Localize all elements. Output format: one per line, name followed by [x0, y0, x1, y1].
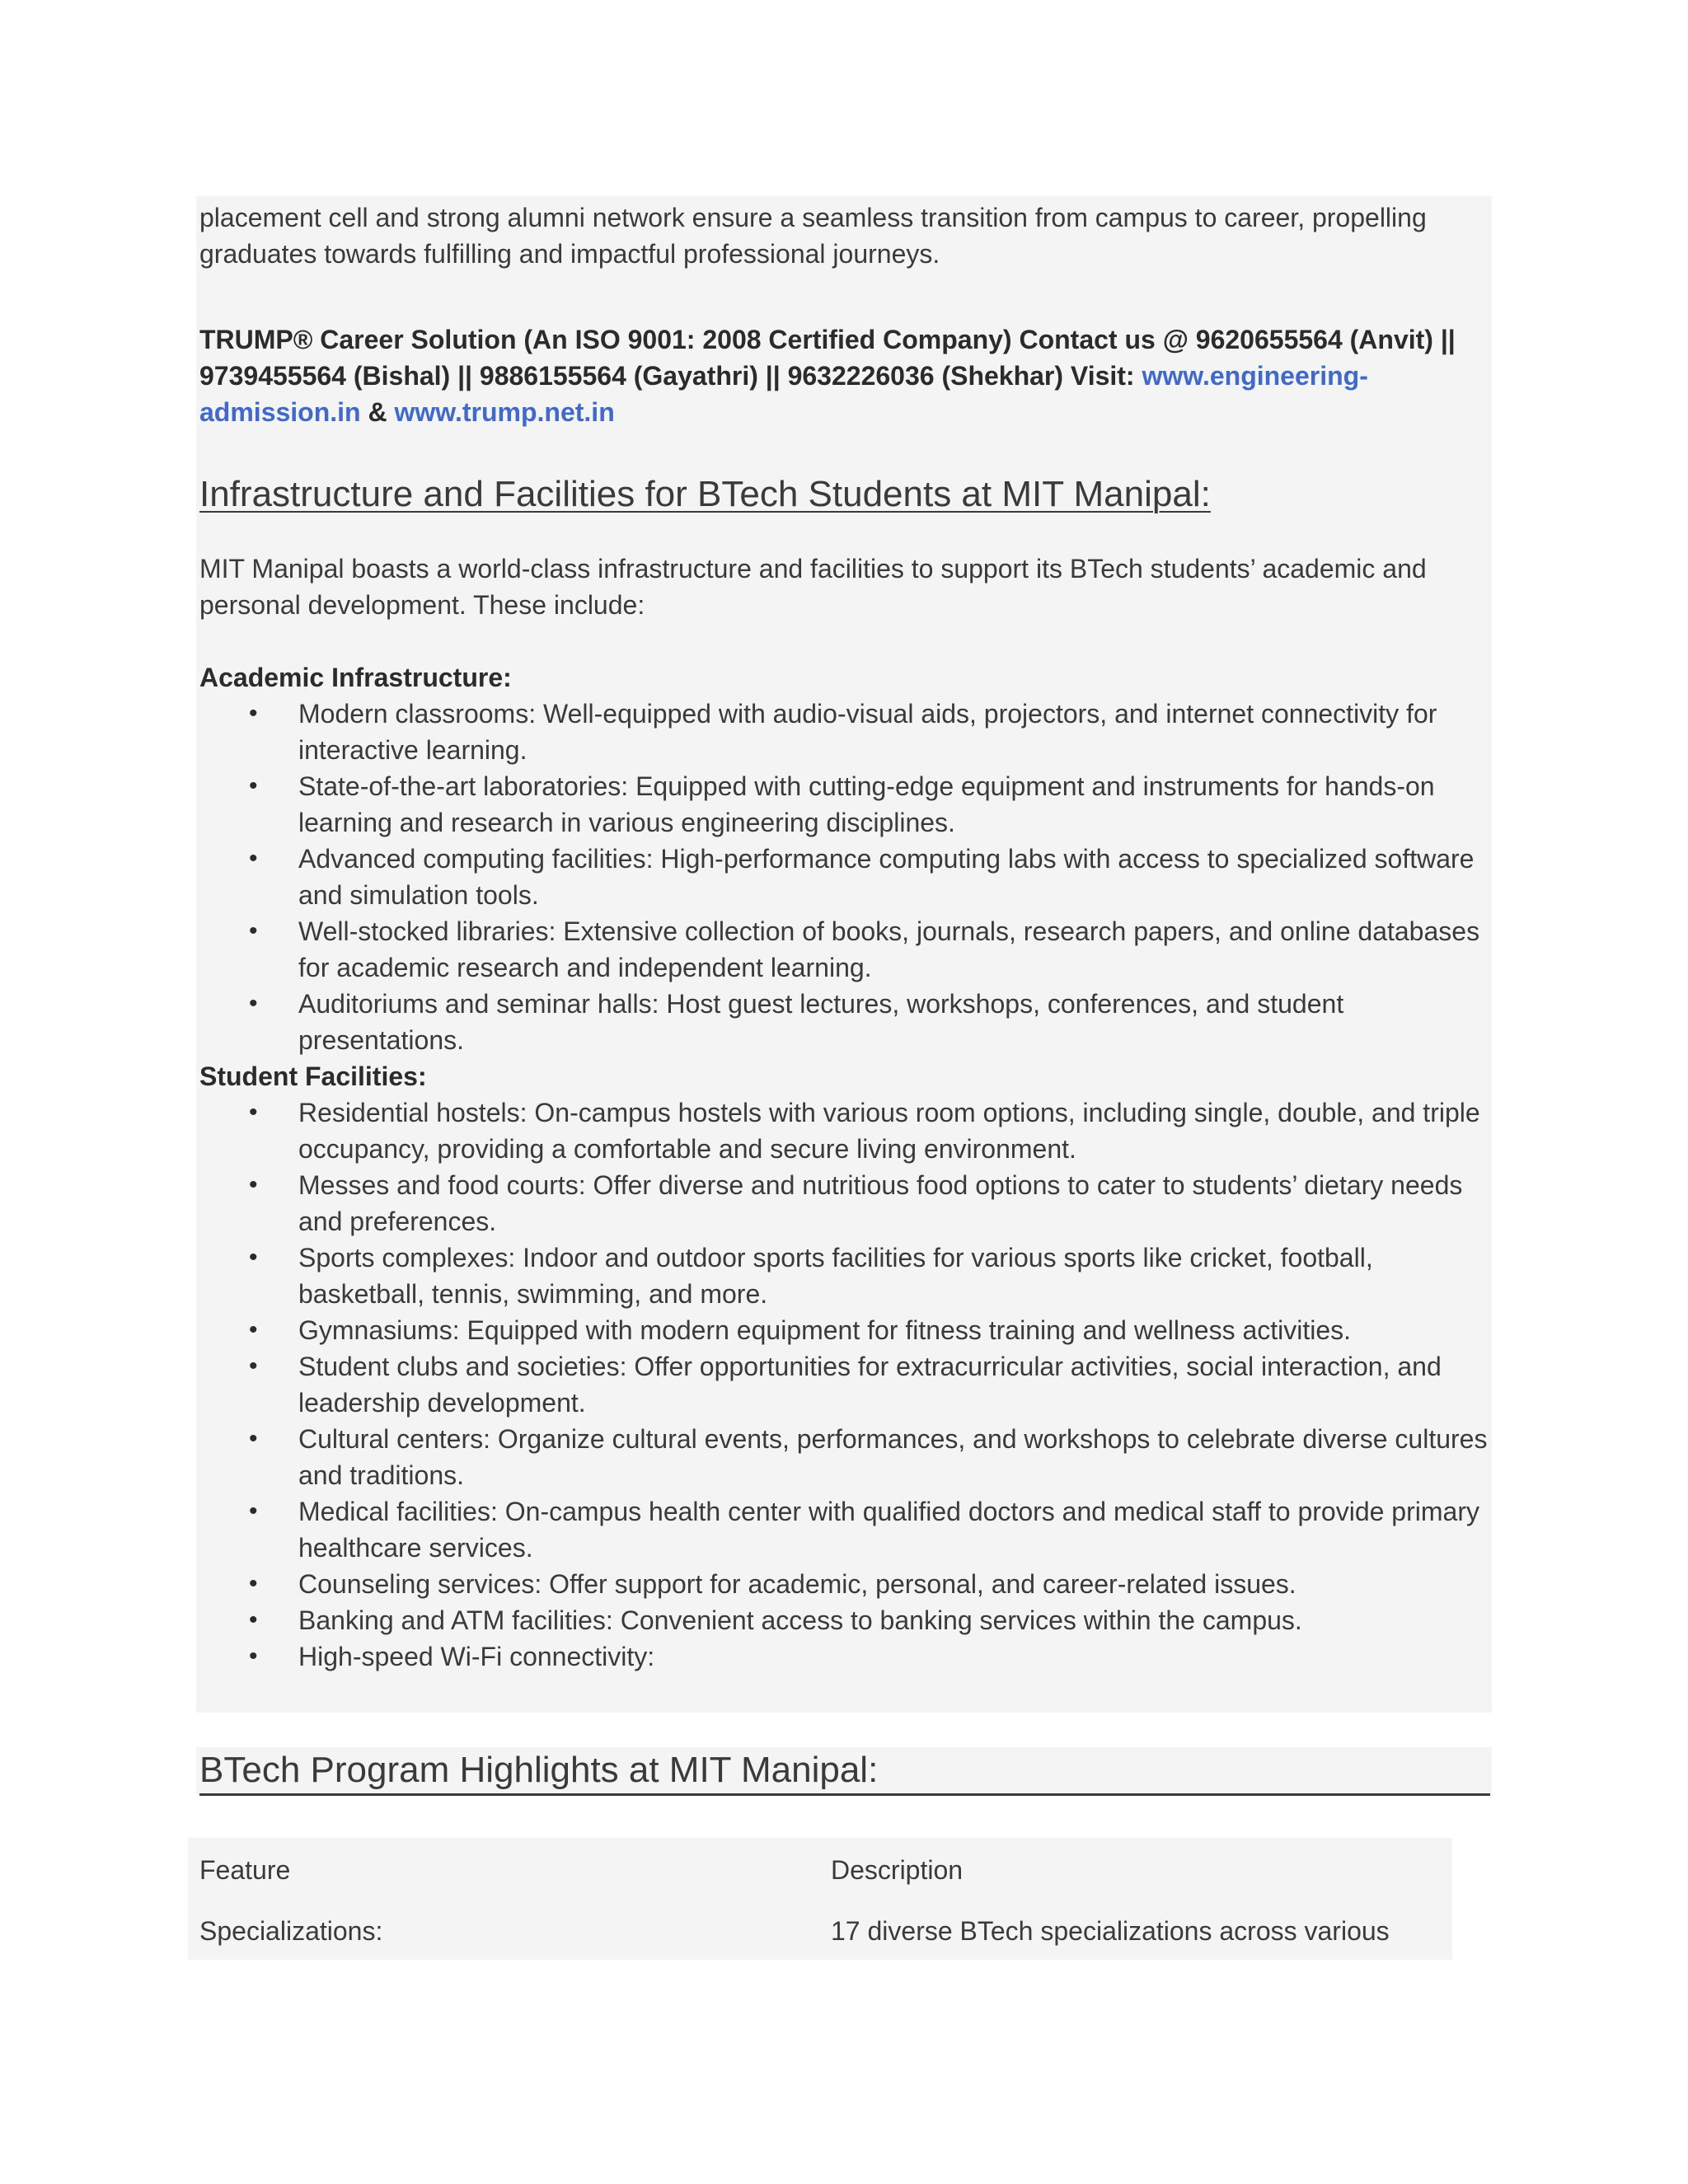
- list-item: • Modern classrooms: Well-equipped with audio-visual aids, projectors, and internet connectivity for interactive learning.: [199, 696, 1490, 768]
- list-item: • State-of-the-art laboratories: Equipped with cutting-edge equipment and instruments for hands-on learning and research in various engineering disciplines.: [199, 768, 1490, 841]
- table-cell: Specializations:: [199, 1915, 383, 1946]
- table-cell: 17 diverse BTech specializations across various: [831, 1915, 1390, 1946]
- list-item: • Banking and ATM facilities: Convenient access to banking services within the campus.: [199, 1602, 1490, 1638]
- trump-link[interactable]: www.trump.net.in: [394, 397, 615, 427]
- academic-infrastructure-list: [199, 696, 1490, 1058]
- content-area: [199, 199, 1490, 1675]
- table-header-cell: Description: [831, 1854, 964, 1885]
- ampersand: &: [360, 397, 395, 427]
- table-header-cell: Feature: [199, 1854, 291, 1885]
- list-item: • Well-stocked libraries: Extensive collection of books, journals, research papers, and online databases for academic research and independent learning.: [199, 913, 1490, 986]
- list-item: • Advanced computing facilities: High-performance computing labs with access to specialized software and simulation tools.: [199, 841, 1490, 913]
- list-item: • Gymnasiums: Equipped with modern equipment for fitness training and wellness activities.: [199, 1312, 1490, 1348]
- table-header-row: [199, 1840, 1444, 1900]
- list-item: • Sports complexes: Indoor and outdoor sports facilities for various sports like cricket, football, basketball, tennis, swimming, and more.: [199, 1240, 1490, 1312]
- list-item: • Student clubs and societies: Offer opportunities for extracurricular activities, social interaction, and leadership development.: [199, 1348, 1490, 1421]
- intro-paragraph: placement cell and strong alumni network ensure a seamless transition from campus to career, propelling graduates towards fulfilling and impactful professional journeys.: [199, 203, 1427, 269]
- list-item: • Medical facilities: On-campus health center with qualified doctors and medical staff to provide primary healthcare services.: [199, 1493, 1490, 1566]
- academic-infrastructure-heading: Academic Infrastructure:: [199, 663, 512, 692]
- table-row: [199, 1900, 1444, 1961]
- list-item: • Counseling services: Offer support for academic, personal, and career-related issues.: [199, 1566, 1490, 1602]
- list-item: • Auditoriums and seminar halls: Host guest lectures, workshops, conferences, and student presentations.: [199, 986, 1490, 1058]
- student-facilities-list: [199, 1094, 1490, 1675]
- program-highlights-heading: BTech Program Highlights at MIT Manipal:: [199, 1747, 1490, 1796]
- list-item: • Cultural centers: Organize cultural events, performances, and workshops to celebrate diverse cultures and traditions.: [199, 1421, 1490, 1493]
- student-facilities-heading: Student Facilities:: [199, 1062, 427, 1091]
- list-item: • High-speed Wi-Fi connectivity:: [199, 1638, 1490, 1675]
- contact-paragraph: [199, 321, 1490, 430]
- contact-text: TRUMP® Career Solution (An ISO 9001: 2008 Certified Company) Contact us @ 9620655564 (Anvit) || 9739455564 (Bishal) || 9886155564 (Gayathri) || 9632226036 (Shekhar) Visit:: [199, 325, 1456, 391]
- engineering-admission-link[interactable]: www.engineering-admission.in: [199, 361, 1368, 427]
- infrastructure-description: MIT Manipal boasts a world-class infrastructure and facilities to support its BTech students’ academic and personal development. These include:: [199, 554, 1427, 620]
- program-highlights-table: [199, 1840, 1444, 1961]
- list-item: • Residential hostels: On-campus hostels with various room options, including single, double, and triple occupancy, providing a comfortable and secure living environment.: [199, 1094, 1490, 1167]
- list-item: • Messes and food courts: Offer diverse and nutritious food options to cater to students’ dietary needs and preferences.: [199, 1167, 1490, 1240]
- infrastructure-heading: Infrastructure and Facilities for BTech Students at MIT Manipal:: [199, 474, 1211, 514]
